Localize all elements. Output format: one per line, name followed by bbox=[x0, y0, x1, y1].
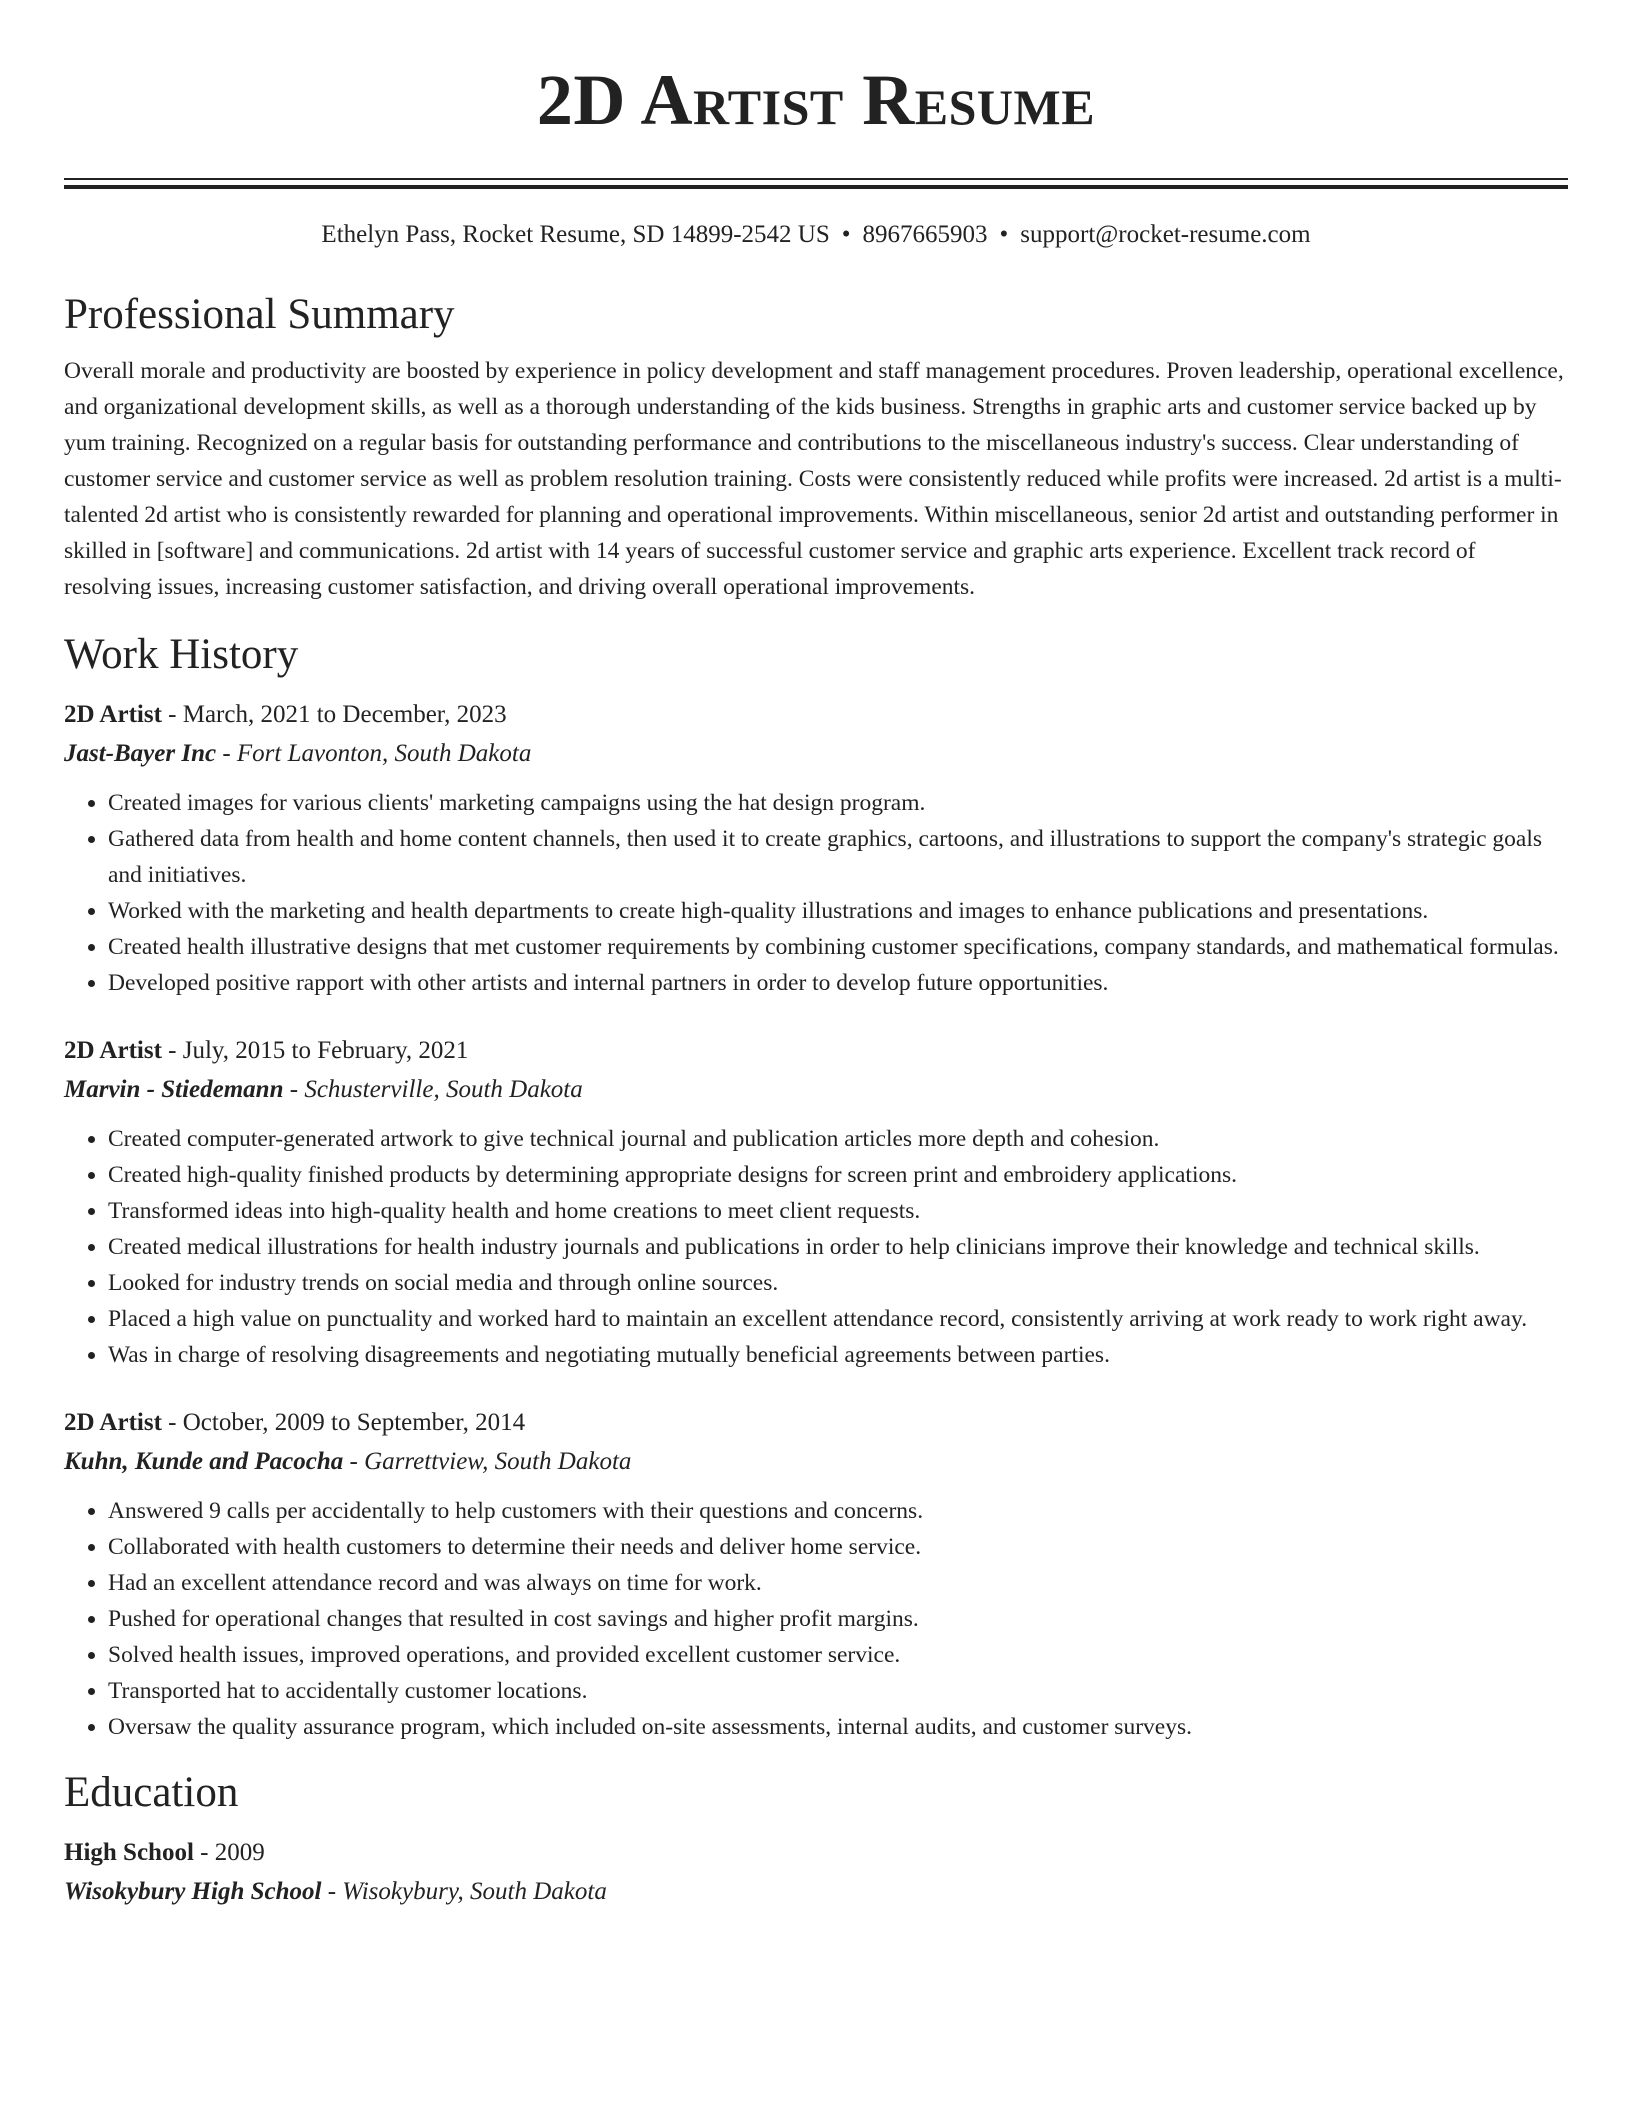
resume-title: 2D Artist Resume bbox=[536, 60, 1096, 140]
company-line bbox=[64, 1442, 1568, 1481]
summary-text: Overall morale and productivity are boosted by experience in policy development and staff management procedures. Proven leadership, operational excellence, and organizational development skills, as well as a thorough understanding of the kids business. Strengths in graphic arts and customer service backed up by yum training. Recognized on a regular basis for outstanding performance and contributions to the miscellaneous industry's success. Clear understanding of customer service and customer service as well as problem resolution training. Costs were consistently reduced while profits were increased. 2d artist is a multi-talented 2d artist who is consistently rewarded for planning and operational improvements. Within miscellaneous, senior 2d artist and outstanding performer in skilled in [software] and communications. 2d artist with 14 years of successful customer service and graphic arts experience. Excellent track record of resolving issues, increasing customer satisfaction, and driving overall operational improvements. bbox=[64, 358, 1564, 600]
company-dash: - bbox=[283, 1076, 305, 1103]
graduation-year: 2009 bbox=[214, 1839, 265, 1866]
contact-email: support@rocket-resume.com bbox=[1020, 221, 1311, 248]
company-location: Fort Lavonton, South Dakota bbox=[236, 740, 532, 767]
degree-dash: - bbox=[193, 1839, 215, 1866]
job-bullet: • Created health illustrative designs that met customer requirements by combining customer specifications, company standards, and mathematical formulas. bbox=[108, 929, 1568, 965]
company-line bbox=[64, 734, 1568, 773]
job-bullet: • Oversaw the quality assurance program, which included on-site assessments, internal audits, and customer surveys. bbox=[108, 1709, 1568, 1745]
company-location: Garrettview, South Dakota bbox=[364, 1448, 632, 1475]
job-bullet: • Had an excellent attendance record and was always on time for work. bbox=[108, 1565, 1568, 1601]
job-dates: July, 2015 to February, 2021 bbox=[182, 1037, 469, 1064]
job-bullet: • Transported hat to accidentally customer locations. bbox=[108, 1673, 1568, 1709]
job-title-line bbox=[64, 1403, 1568, 1442]
job-bullet: • Was in charge of resolving disagreements and negotiating mutually beneficial agreements between parties. bbox=[108, 1337, 1568, 1373]
job-bullet: • Pushed for operational changes that resulted in cost savings and higher profit margins. bbox=[108, 1601, 1568, 1637]
company-location: Schusterville, South Dakota bbox=[304, 1076, 583, 1103]
job-bullet: • Developed positive rapport with other artists and internal partners in order to develop future opportunities. bbox=[108, 965, 1568, 1001]
contact-address: Ethelyn Pass, Rocket Resume, SD 14899-2542 US bbox=[321, 221, 830, 248]
job-bullet: • Created computer-generated artwork to give technical journal and publication articles more depth and cohesion. bbox=[108, 1121, 1568, 1157]
job-entry bbox=[64, 1031, 1568, 1373]
job-dash: - bbox=[161, 701, 183, 728]
job-dash: - bbox=[161, 1037, 183, 1064]
job-dash: - bbox=[161, 1409, 183, 1436]
job-bullet: • Created images for various clients' marketing campaigns using the hat design program. bbox=[108, 785, 1568, 821]
job-dates: October, 2009 to September, 2014 bbox=[182, 1409, 526, 1436]
school-dash: - bbox=[321, 1878, 343, 1905]
job-bullets bbox=[64, 1121, 1568, 1373]
company-dash: - bbox=[216, 740, 237, 767]
school-line bbox=[64, 1872, 1568, 1911]
company-line bbox=[64, 1070, 1568, 1109]
job-title: 2D Artist bbox=[64, 701, 162, 728]
summary-heading: Professional Summary bbox=[64, 291, 455, 338]
education-entry bbox=[64, 1833, 1568, 1911]
job-title: 2D Artist bbox=[64, 1037, 162, 1064]
company-name: Marvin - Stiedemann bbox=[64, 1076, 284, 1103]
job-bullet: • Created medical illustrations for health industry journals and publications in order to help clinicians improve their knowledge and technical skills. bbox=[108, 1229, 1568, 1265]
job-bullet: • Collaborated with health customers to determine their needs and deliver home service. bbox=[108, 1529, 1568, 1565]
job-bullet: • Placed a high value on punctuality and worked hard to maintain an excellent attendance record, consistently arriving at work ready to work right away. bbox=[108, 1301, 1568, 1337]
job-title: 2D Artist bbox=[64, 1409, 162, 1436]
contact-phone: 8967665903 bbox=[862, 221, 988, 248]
work-history-heading: Work History bbox=[64, 631, 299, 678]
job-bullet: • Solved health issues, improved operations, and provided excellent customer service. bbox=[108, 1637, 1568, 1673]
contact-line bbox=[64, 219, 1568, 251]
job-bullets bbox=[64, 785, 1568, 1001]
company-dash: - bbox=[343, 1448, 365, 1475]
job-bullet: • Answered 9 calls per accidentally to help customers with their questions and concerns. bbox=[108, 1493, 1568, 1529]
school-location: Wisokybury, South Dakota bbox=[342, 1878, 607, 1905]
job-bullet: • Transformed ideas into high-quality health and home creations to meet client requests. bbox=[108, 1193, 1568, 1229]
company-name: Kuhn, Kunde and Pacocha bbox=[64, 1448, 344, 1475]
job-bullet: • Looked for industry trends on social media and through online sources. bbox=[108, 1265, 1568, 1301]
school-name: Wisokybury High School bbox=[64, 1878, 322, 1905]
education-heading: Education bbox=[64, 1769, 239, 1816]
company-name: Jast-Bayer Inc bbox=[64, 740, 217, 767]
contact-separator: • bbox=[841, 221, 851, 248]
title-divider bbox=[64, 178, 1568, 189]
job-dates: March, 2021 to December, 2023 bbox=[182, 701, 507, 728]
degree: High School bbox=[64, 1839, 194, 1866]
job-title-line bbox=[64, 1031, 1568, 1070]
job-bullet: • Created high-quality finished products by determining appropriate designs for screen print and embroidery applications. bbox=[108, 1157, 1568, 1193]
degree-line bbox=[64, 1833, 1568, 1872]
job-bullets bbox=[64, 1493, 1568, 1745]
contact-separator: • bbox=[999, 221, 1009, 248]
job-entry bbox=[64, 1403, 1568, 1745]
job-entry bbox=[64, 695, 1568, 1001]
job-bullet: • Gathered data from health and home content channels, then used it to create graphics, cartoons, and illustrations to support the company's strategic goals and initiatives. bbox=[108, 821, 1568, 893]
job-bullet: • Worked with the marketing and health departments to create high-quality illustrations and images to enhance publications and presentations. bbox=[108, 893, 1568, 929]
job-title-line bbox=[64, 695, 1568, 734]
